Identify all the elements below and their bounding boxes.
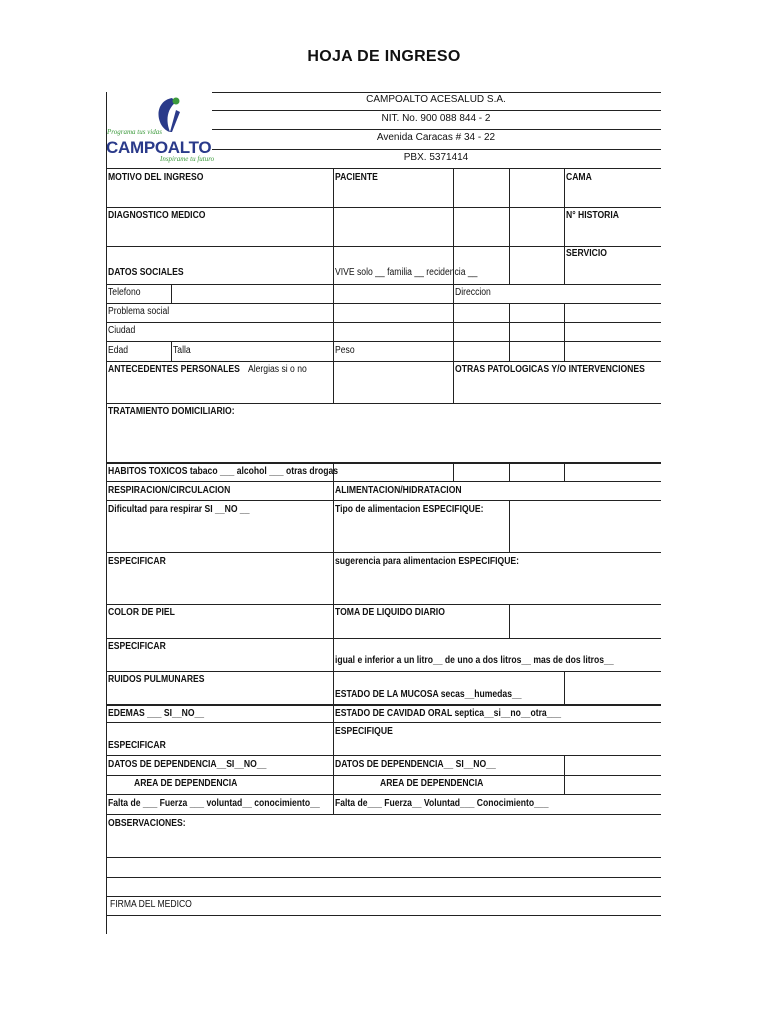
label-habitos: HABITOS TOXICOS tabaco ___ alcohol ___ otras drogas bbox=[108, 466, 339, 477]
label-edad: Edad bbox=[108, 345, 129, 356]
label-dificultad: Dificultad para respirar SI __NO __ bbox=[108, 504, 250, 515]
label-alergias: Alergias si o no bbox=[248, 364, 307, 375]
label-falta-left: Falta de ___ Fuerza ___ voluntad__ conocimiento__ bbox=[108, 798, 320, 809]
label-otras-patologicas: OTRAS PATOLOGICAS Y/O INTERVENCIONES bbox=[455, 364, 645, 375]
label-talla: Talla bbox=[173, 345, 191, 356]
label-toma-liquido: TOMA DE LIQUIDO DIARIO bbox=[335, 607, 445, 618]
label-problema-social: Problema social bbox=[108, 306, 170, 317]
logo-tagline-bottom: Inspirame tu futuro bbox=[160, 155, 215, 163]
label-sugerencia: sugerencia para alimentacion ESPECIFIQUE: bbox=[335, 556, 520, 567]
label-tratamiento: TRATAMIENTO DOMICILIARIO: bbox=[108, 406, 235, 417]
logo-tagline-top: Programa tus vidas bbox=[107, 128, 162, 136]
logo-text: CAMPOALTO bbox=[106, 138, 212, 157]
company-address: Avenida Caracas # 34 - 22 bbox=[376, 132, 496, 143]
company-name: CAMPOALTO ACESALUD S.A. bbox=[366, 94, 506, 105]
label-servicio: SERVICIO bbox=[566, 248, 607, 259]
label-direccion: Direccion bbox=[455, 287, 491, 298]
label-peso: Peso bbox=[335, 345, 355, 356]
label-dependencia-right: DATOS DE DEPENDENCIA__ SI__NO__ bbox=[335, 759, 496, 770]
label-edemas: EDEMAS ___ SI__NO__ bbox=[108, 708, 205, 719]
label-datos-sociales: DATOS SOCIALES bbox=[108, 267, 184, 278]
label-area-left: AREA DE DEPENDENCIA bbox=[134, 778, 238, 789]
label-ciudad: Ciudad bbox=[108, 325, 136, 336]
label-cavidad-oral: ESTADO DE CAVIDAD ORAL septica__si__no__otra___ bbox=[335, 708, 562, 719]
label-mucosa: ESTADO DE LA MUCOSA secas__humedas__ bbox=[335, 689, 522, 700]
label-alimentacion: ALIMENTACION/HIDRATACION bbox=[335, 485, 462, 496]
label-especificar-2: ESPECIFICAR bbox=[108, 641, 166, 652]
label-ruidos: RUIDOS PULMUNARES bbox=[108, 674, 205, 685]
label-paciente: PACIENTE bbox=[335, 172, 378, 183]
label-litros: igual e inferior a un litro__ de uno a dos litros__ mas de dos litros__ bbox=[335, 655, 614, 666]
label-historia: N° HISTORIA bbox=[566, 210, 619, 221]
label-respiracion: RESPIRACION/CIRCULACION bbox=[108, 485, 231, 496]
label-cama: CAMA bbox=[566, 172, 592, 183]
label-telefono: Telefono bbox=[108, 287, 141, 298]
label-falta-right: Falta de___ Fuerza__ Voluntad___ Conocimiento___ bbox=[335, 798, 549, 809]
label-motivo: MOTIVO DEL INGRESO bbox=[108, 172, 204, 183]
label-vive: VIVE solo __ familia __ recidencia __ bbox=[335, 267, 478, 278]
company-phone: PBX. 5371414 bbox=[403, 152, 469, 163]
page-title: HOJA DE INGRESO bbox=[307, 48, 461, 65]
label-area-right: AREA DE DEPENDENCIA bbox=[380, 778, 484, 789]
label-tipo-alimentacion: Tipo de alimentacion ESPECIFIQUE: bbox=[335, 504, 484, 515]
label-especifique: ESPECIFIQUE bbox=[335, 726, 393, 737]
label-observaciones: OBSERVACIONES: bbox=[108, 818, 186, 829]
label-firma: FIRMA DEL MEDICO bbox=[110, 899, 192, 910]
label-especificar-1: ESPECIFICAR bbox=[108, 556, 166, 567]
label-diagnostico: DIAGNOSTICO MEDICO bbox=[108, 210, 206, 221]
label-especificar-3: ESPECIFICAR bbox=[108, 740, 166, 751]
label-color-piel: COLOR DE PIEL bbox=[108, 607, 175, 618]
company-nit: NIT. No. 900 088 844 - 2 bbox=[381, 113, 491, 124]
label-dependencia-left: DATOS DE DEPENDENCIA__SI__NO__ bbox=[108, 759, 267, 770]
label-antecedentes: ANTECEDENTES PERSONALES bbox=[108, 364, 240, 375]
